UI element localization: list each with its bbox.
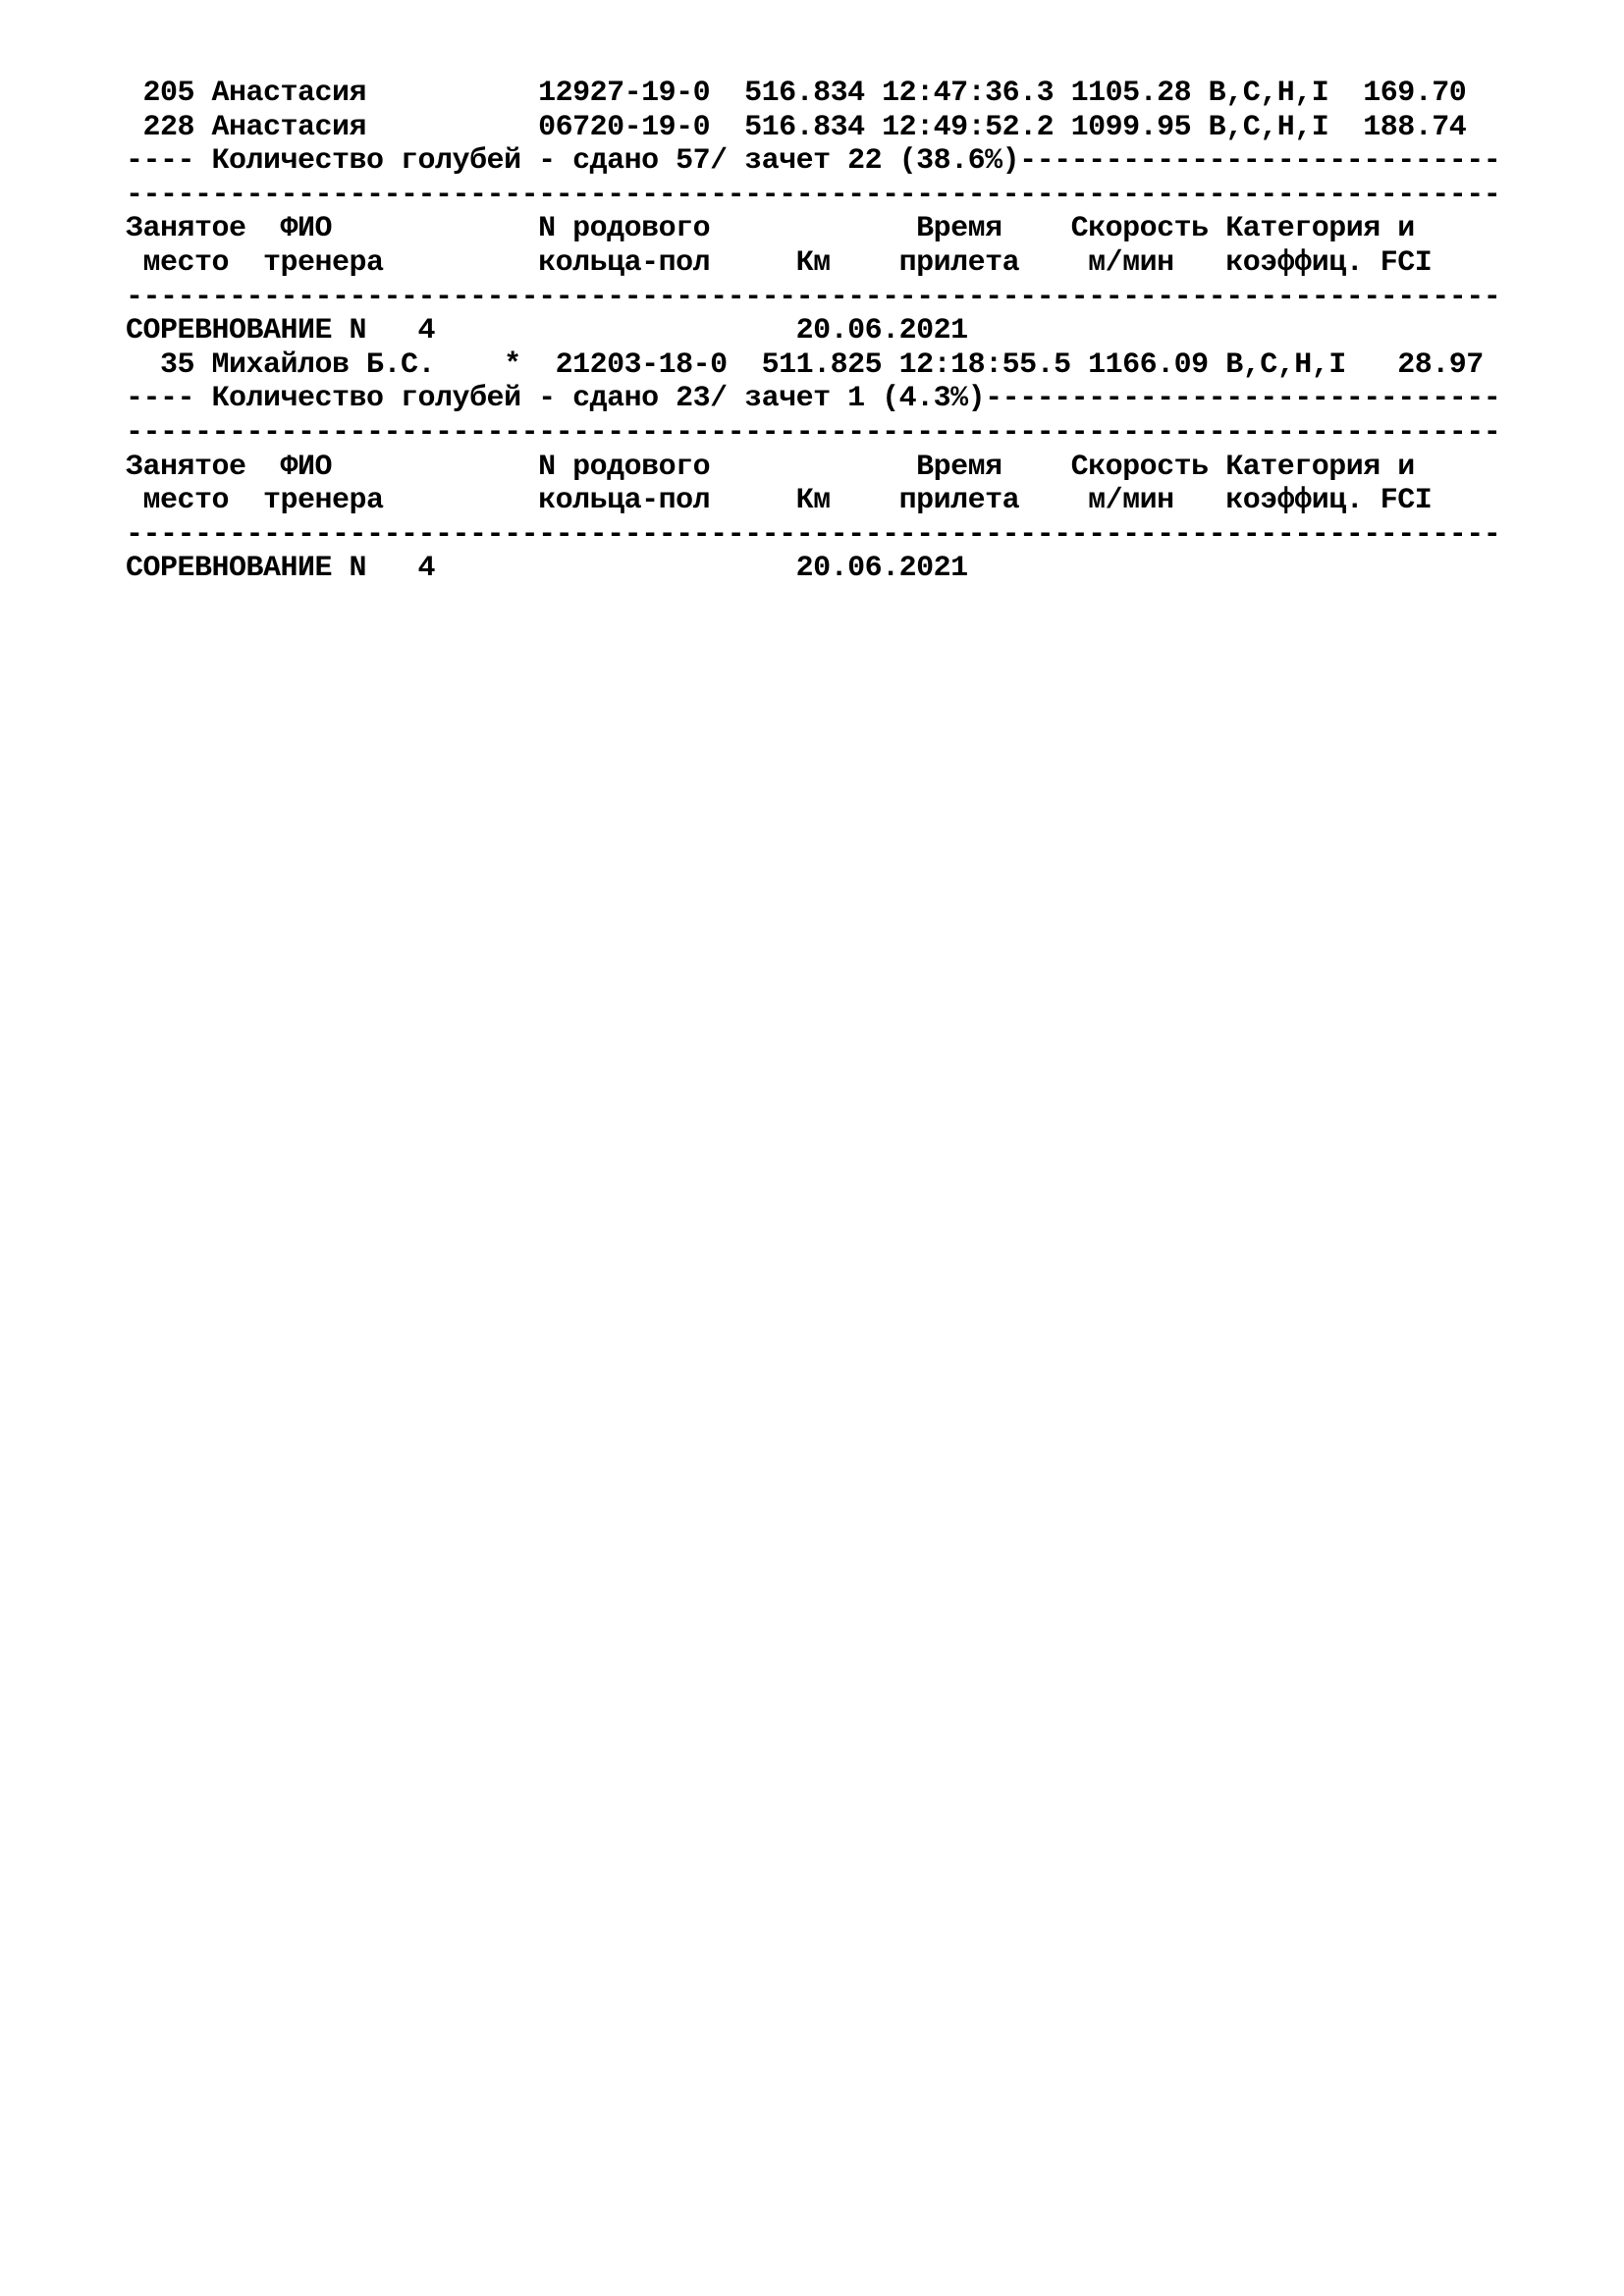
document-line: СОРЕВНОВАНИЕ N 4 20.06.2021: [126, 314, 968, 348]
document-line: 228 Анастасия 06720-19-0 516.834 12:49:52.2 1099.95 B,C,H,I 188.74: [126, 110, 1467, 144]
document-line: Занятое ФИО N родового Время Скорость Категория и: [126, 450, 1415, 484]
document-line: место тренера кольца-пол Км прилета м/мин коэффиц. FCI: [126, 245, 1433, 280]
results-document: [126, 77, 1500, 586]
document-line: --------------------------------------------------------------------------------: [126, 178, 1501, 212]
document-line: --------------------------------------------------------------------------------: [126, 517, 1501, 552]
document-line: --------------------------------------------------------------------------------: [126, 280, 1501, 314]
document-line: ---- Количество голубей - сдано 23/ зачет 1 (4.3%)------------------------------: [126, 382, 1501, 416]
document-line: место тренера кольца-пол Км прилета м/мин коэффиц. FCI: [126, 484, 1433, 518]
document-line: ---- Количество голубей - сдано 57/ зачет 22 (38.6%)----------------------------: [126, 144, 1501, 179]
document-line: 35 Михайлов Б.С. * 21203-18-0 511.825 12:18:55.5 1166.09 B,C,H,I 28.97: [126, 347, 1484, 382]
document-line: Занятое ФИО N родового Время Скорость Категория и: [126, 212, 1415, 246]
document-line: 205 Анастасия 12927-19-0 516.834 12:47:36.3 1105.28 B,C,H,I 169.70: [126, 77, 1467, 110]
document-line: СОРЕВНОВАНИЕ N 4 20.06.2021: [126, 552, 968, 586]
document-line: --------------------------------------------------------------------------------: [126, 415, 1501, 450]
